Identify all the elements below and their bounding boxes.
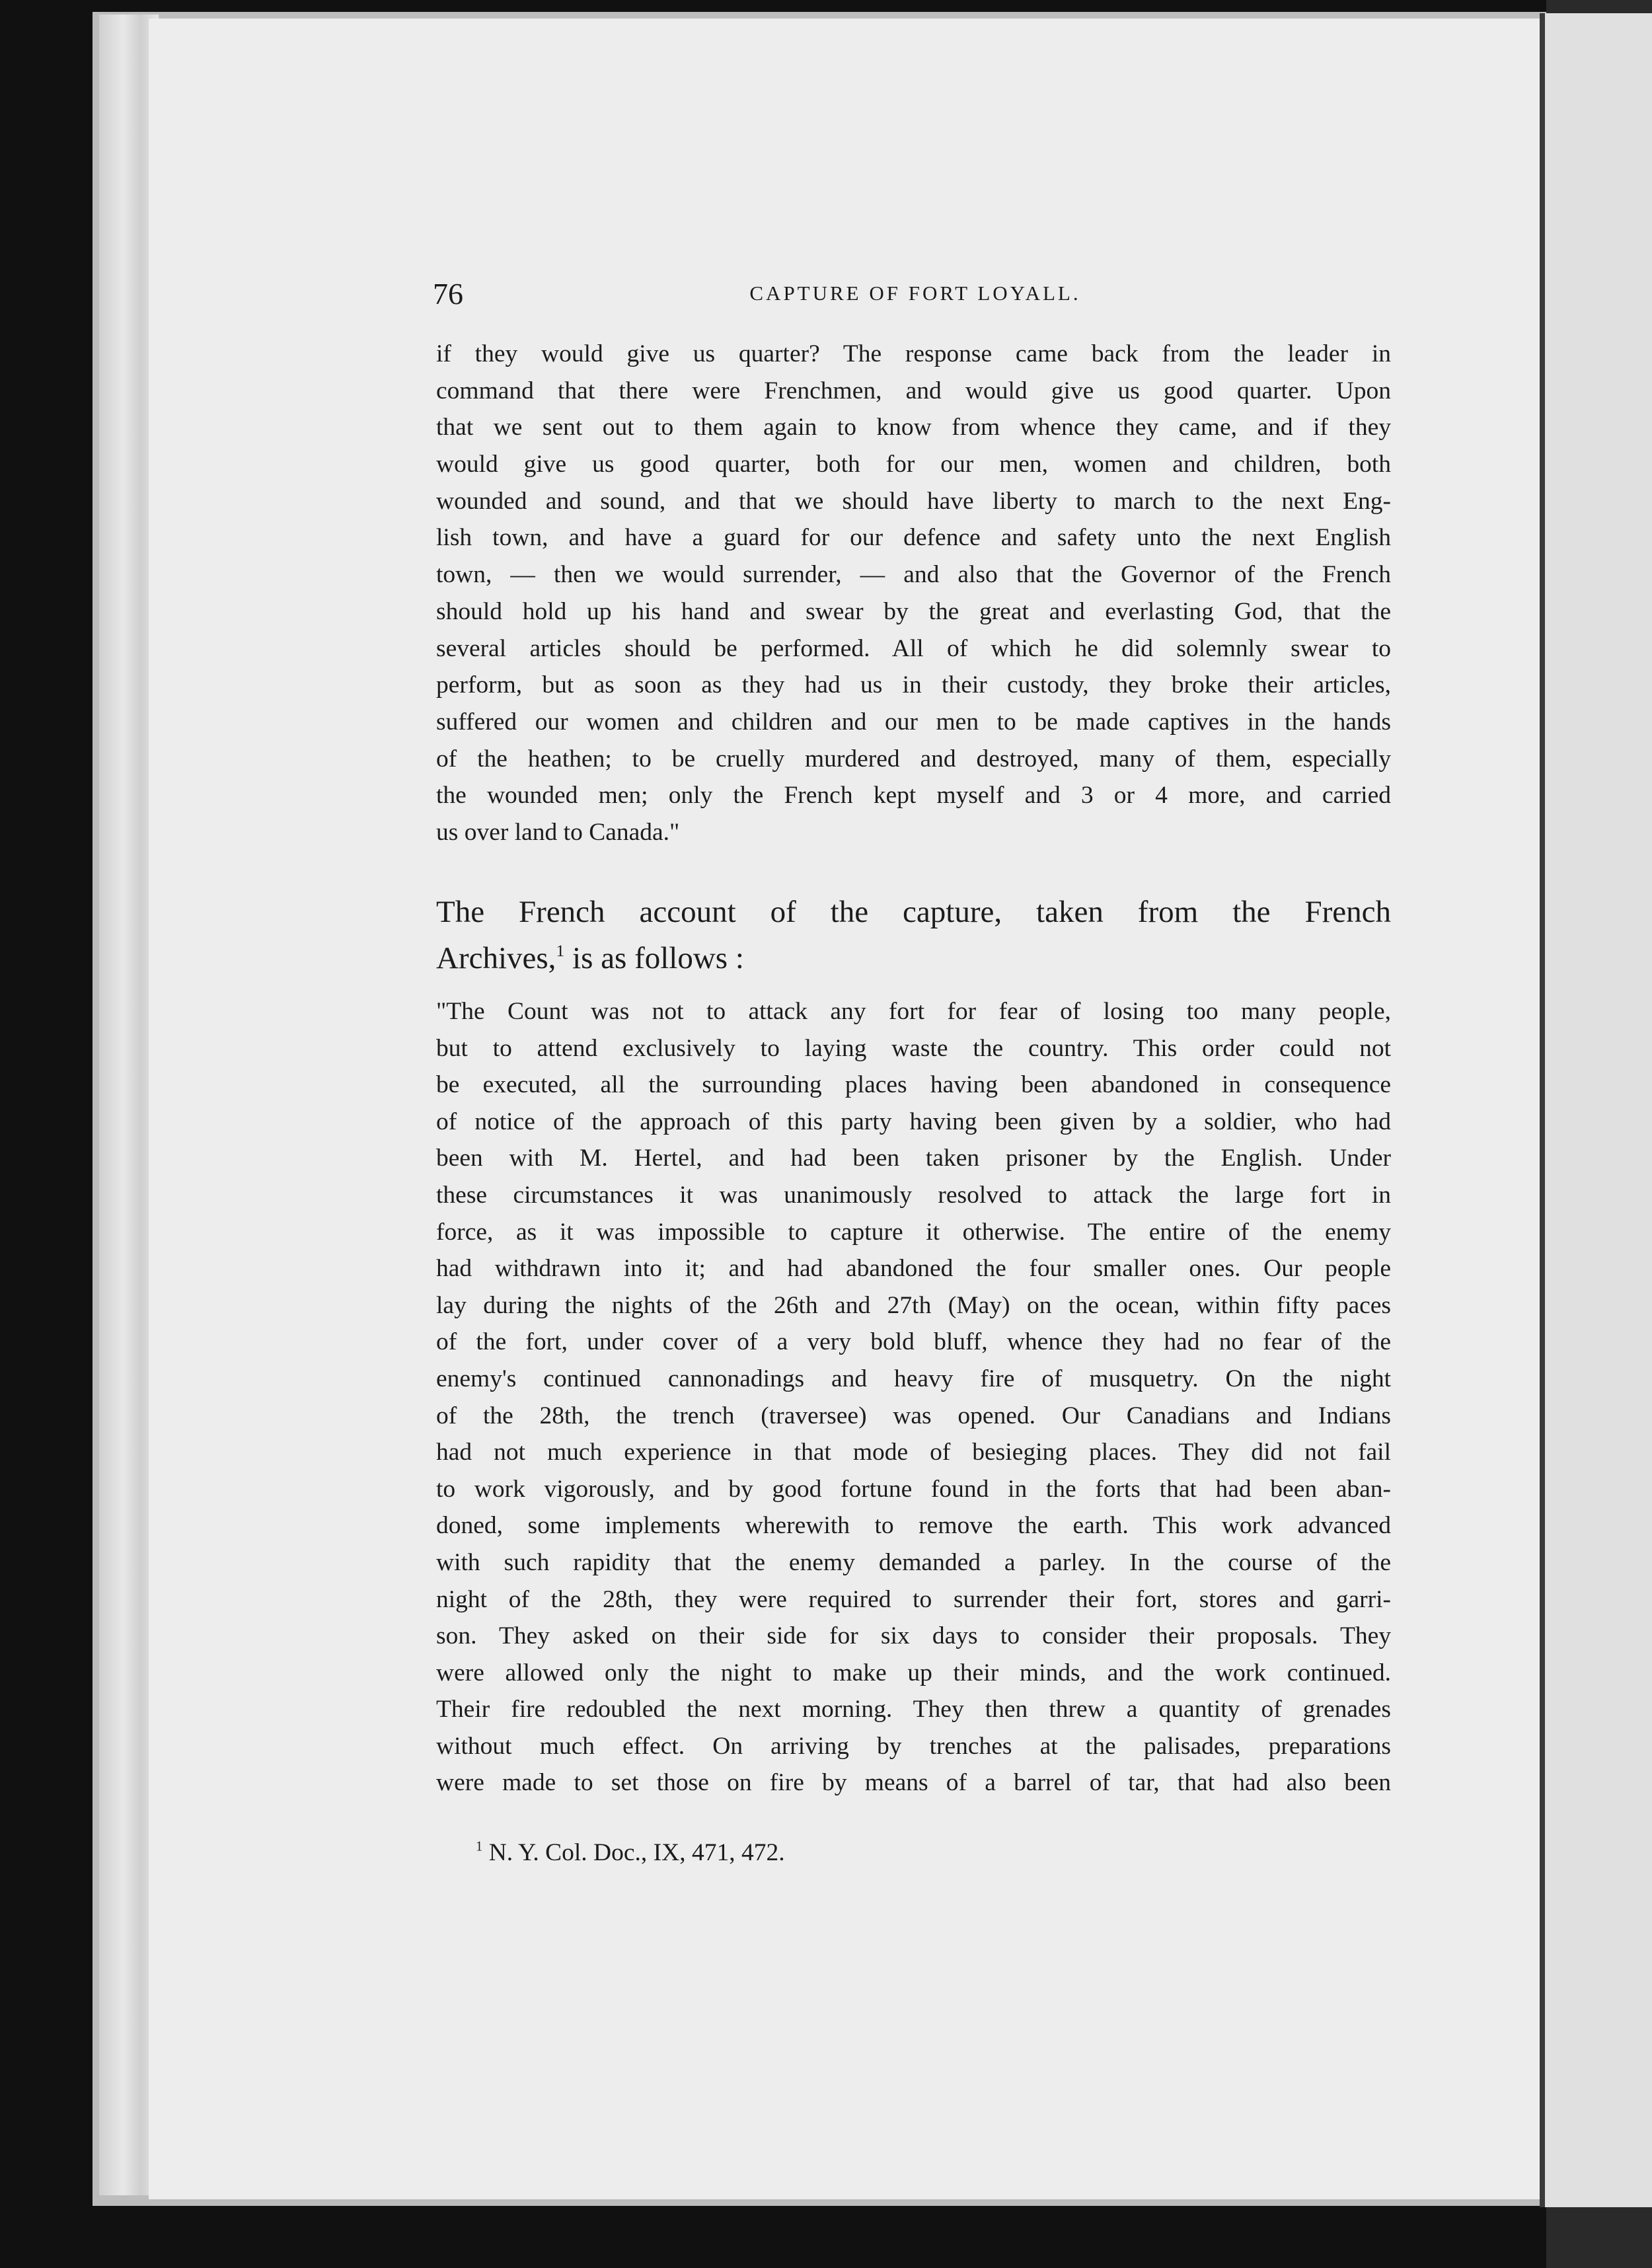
text-line: command that there were Frenchmen, and would give us good quarter. Upon bbox=[436, 377, 1391, 404]
text-line: had withdrawn into it; and had abandoned the four smaller ones. Our people bbox=[436, 1255, 1391, 1283]
text-line: son. They asked on their side for six days to consider their proposals. They bbox=[436, 1622, 1391, 1650]
text-line: force, as it was impossible to capture it otherwise. The entire of the enemy bbox=[436, 1218, 1391, 1246]
text-line: the wounded men; only the French kept myself and 3 or 4 more, and carried bbox=[436, 782, 1391, 810]
text-line: would give us good quarter, both for our men, women and children, both bbox=[436, 451, 1391, 478]
text-line: us over land to Canada." bbox=[436, 818, 680, 846]
text-line: of the heathen; to be cruelly murdered and destroyed, many of them, especially bbox=[436, 745, 1391, 773]
text-line: lay during the nights of the 26th and 27th (May) on the ocean, within fifty paces bbox=[436, 1291, 1391, 1319]
text-line: be executed, all the surrounding places having been abandoned in consequence bbox=[436, 1071, 1391, 1099]
text-line: wounded and sound, and that we should have liberty to march to the next Eng- bbox=[436, 487, 1391, 515]
text-line: Their fire redoubled the next morning. They then threw a quantity of grenades bbox=[436, 1696, 1391, 1723]
text-line: had not much experience in that mode of besieging places. They did not fail bbox=[436, 1439, 1391, 1466]
footnote-text: N. Y. Col. Doc., IX, 471, 472. bbox=[482, 1839, 785, 1866]
footnote-marker: 1 bbox=[476, 1839, 483, 1854]
book-gutter bbox=[1540, 13, 1545, 2207]
text-line: night of the 28th, they were required to surrender their fort, stores and garri- bbox=[436, 1585, 1391, 1613]
chapter-title: CAPTURE OF FORT LOYALL. bbox=[749, 282, 1081, 305]
text-line: but to attend exclusively to laying waste the country. This order could not bbox=[436, 1034, 1391, 1062]
text-line: that we sent out to them again to know from whence they came, and if they bbox=[436, 414, 1391, 441]
page-number: 76 bbox=[433, 277, 463, 311]
intro-paragraph bbox=[436, 889, 1391, 981]
text-line: lish town, and have a guard for our defence and safety unto the next English bbox=[436, 524, 1391, 552]
quoted-narrative bbox=[436, 336, 1391, 851]
text-line: with such rapidity that the enemy demanded a parley. In the course of the bbox=[436, 1548, 1391, 1576]
facing-page-edge bbox=[1545, 13, 1652, 2207]
text-line: suffered our women and children and our men to be made captives in the hands bbox=[436, 708, 1391, 736]
text-line: doned, some implements wherewith to remove the earth. This work advanced bbox=[436, 1512, 1391, 1540]
text-line: been with M. Hertel, and had been taken prisoner by the English. Under bbox=[436, 1145, 1391, 1172]
footnote-reference: 1 bbox=[556, 940, 565, 960]
text-line: town, — then we would surrender, — and also that the Governor of the French bbox=[436, 561, 1391, 589]
intro-line bbox=[436, 935, 1391, 981]
text-line: of the 28th, the trench (traversee) was opened. Our Canadians and Indians bbox=[436, 1402, 1391, 1429]
footnote bbox=[476, 1838, 785, 1867]
text-line: these circumstances it was unanimously resolved to attack the large fort in bbox=[436, 1181, 1391, 1209]
text-line: without much effect. On arriving by trenches at the palisades, preparations bbox=[436, 1732, 1391, 1760]
french-account-quote bbox=[436, 993, 1391, 1801]
text-line: of the fort, under cover of a very bold bluff, whence they had no fear of the bbox=[436, 1328, 1391, 1356]
text-line: were made to set those on fire by means of a barrel of tar, that had also been bbox=[436, 1769, 1391, 1797]
intro-text: is as follows : bbox=[564, 941, 744, 975]
text-line: to work vigorously, and by good fortune found in the forts that had been aban- bbox=[436, 1475, 1391, 1503]
text-line: should hold up his hand and swear by the great and everlasting God, that the bbox=[436, 597, 1391, 625]
text-line: of notice of the approach of this party having been given by a soldier, who had bbox=[436, 1108, 1391, 1135]
text-line: enemy's continued cannonadings and heavy fire of musquetry. On the night bbox=[436, 1365, 1391, 1392]
text-line: perform, but as soon as they had us in their custody, they broke their articles, bbox=[436, 671, 1391, 699]
running-head bbox=[433, 276, 1398, 316]
intro-text: Archives, bbox=[436, 941, 556, 975]
text-line: if they would give us quarter? The response came back from the leader in bbox=[436, 340, 1391, 367]
text-line: "The Count was not to attack any fort for fear of losing too many people, bbox=[436, 998, 1391, 1025]
text-line: were allowed only the night to make up their minds, and the work continued. bbox=[436, 1659, 1391, 1686]
intro-line: The French account of the capture, taken from the French bbox=[436, 895, 1391, 929]
text-line: several articles should be performed. All of which he did solemnly swear to bbox=[436, 634, 1391, 662]
